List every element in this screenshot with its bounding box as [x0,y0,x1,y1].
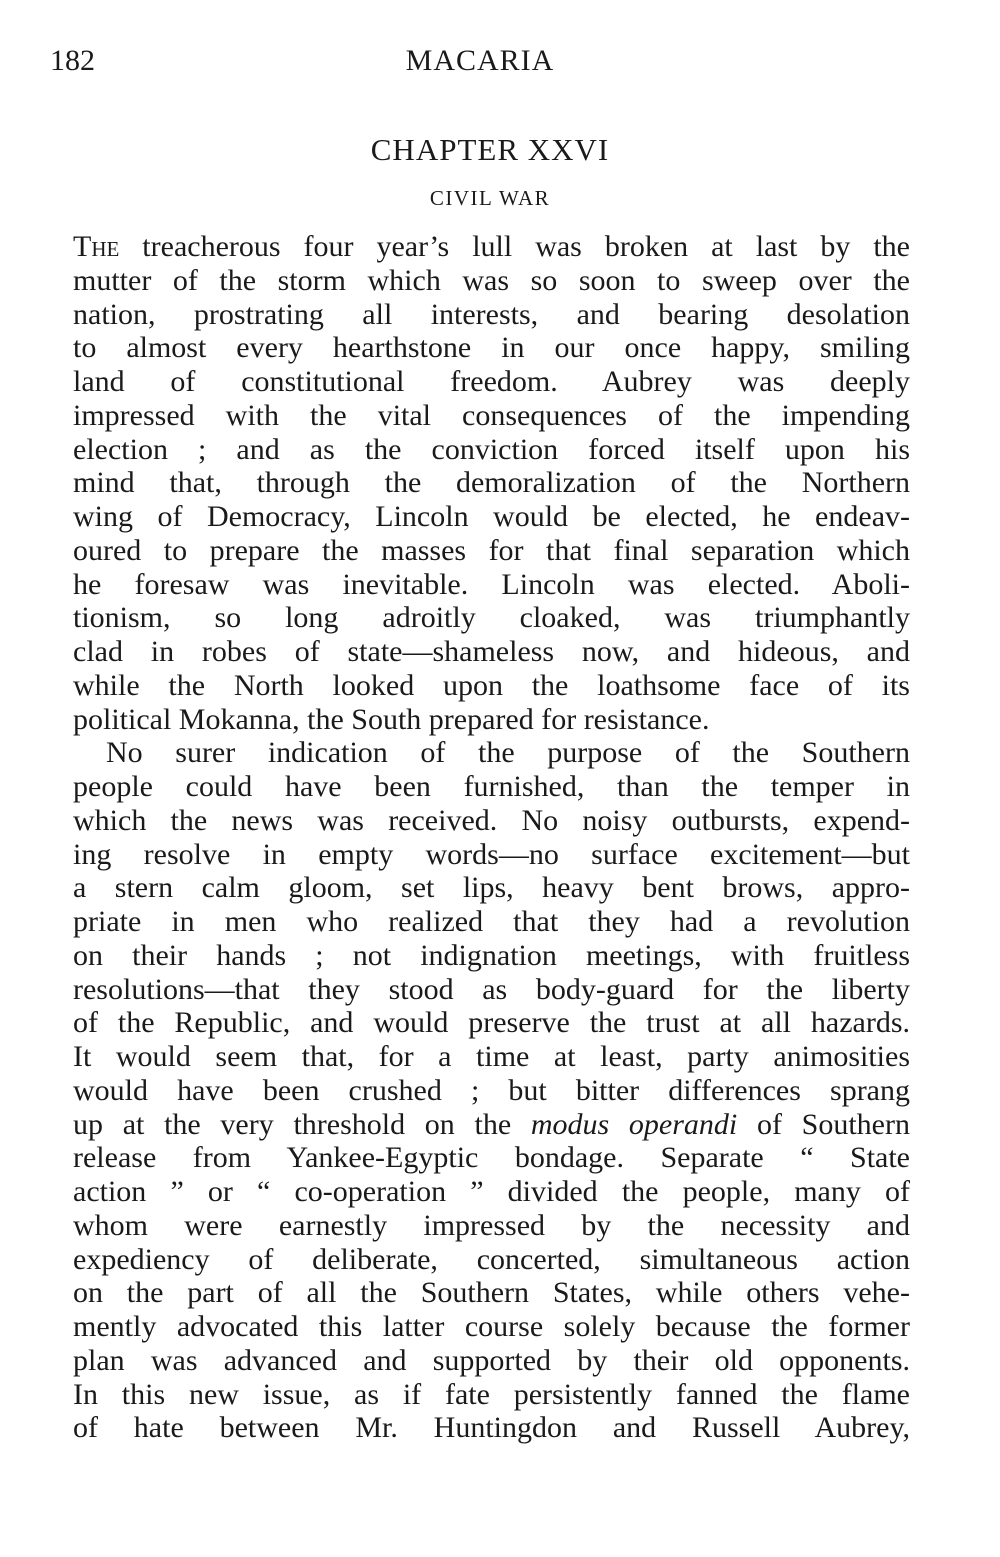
text-segment: resolutions—that they stood as body-guard for the liberty [73,972,910,1006]
text-line [73,973,910,1007]
text-segment: ing resolve in empty words—no surface excitement—but [73,837,910,871]
text-line [73,804,910,838]
text-segment: which the news was received. No noisy outbursts, expend- [73,803,910,837]
text-line [73,365,910,399]
text-segment: clad in robes of state—shameless now, and hideous, and [73,635,910,668]
text-line [73,1209,910,1243]
text-line [73,399,910,433]
text-line [73,736,910,770]
text-segment: people could have been furnished, than the temper in [73,770,910,803]
text-line [73,433,910,467]
text-line [73,331,910,365]
text-segment: of hate between Mr. Huntingdon and Russell Aubrey, [73,1411,910,1445]
page-number: 182 [50,44,95,77]
text-segment: treacherous four year’s lull was broken at last by the [119,230,910,263]
text-segment: priate in men who realized that they had a revolution [73,905,910,938]
text-line [73,1344,910,1378]
text-segment: No surer indication of the purpose of the Southern [106,736,910,770]
text-segment: It would seem that, for a time at least, party animosities [73,1040,910,1073]
text-segment: release from Yankee-Egyptic bondage. Separate “ State [73,1141,910,1175]
text-line [73,534,910,568]
text-segment: plan was advanced and supported by their old opponents. [73,1343,910,1377]
text-segment: impressed with the vital consequences of the impending [73,398,910,432]
text-line [73,1411,910,1445]
text-segment: oured to prepare the masses for that final separation which [73,533,910,567]
text-line [73,298,910,332]
text-segment: he foresaw was inevitable. Lincoln was elected. Aboli- [73,567,910,601]
text-line [73,1243,910,1277]
text-line [73,1378,910,1412]
text-segment: In this new issue, as if fate persistently fanned the flame [73,1377,910,1411]
running-head: MACARIA [405,44,555,77]
chapter-subtitle: CIVIL WAR [429,186,551,210]
text-line [73,1040,910,1074]
body-text [73,230,910,1445]
text-segment: tionism, so long adroitly cloaked, was triumphantly [73,601,910,635]
text-line [73,1310,910,1344]
text-segment: political Mokanna, the South prepared for resistance. [73,702,710,736]
text-segment: land of constitutional freedom. Aubrey was deeply [73,365,910,398]
text-line [73,1276,910,1310]
text-segment: nation, prostrating all interests, and bearing desolation [73,297,910,331]
text-segment: mently advocated this latter course solely because the former [73,1310,910,1343]
text-line [73,1175,910,1209]
text-line [73,1006,910,1040]
chapter-title: CHAPTER XXVI [370,132,610,167]
text-segment: mind that, through the demoralization of the Northern [73,466,910,500]
text-segment: expediency of deliberate, concerted, simultaneous action [73,1242,910,1276]
text-line [73,871,910,905]
text-line [73,1108,910,1142]
text-line [73,601,910,635]
text-line [73,466,910,500]
text-line [73,703,910,737]
text-segment: whom were earnestly impressed by the necessity and [73,1208,910,1242]
text-line [73,1074,910,1108]
text-line [73,1141,910,1175]
text-line [73,500,910,534]
text-line [73,230,910,264]
italic-phrase: modus operandi [530,1107,738,1141]
text-line [73,770,910,804]
text-segment: mutter of the storm which was so soon to sweep over the [73,263,910,297]
text-segment: would have been crushed ; but bitter differences sprang [73,1073,910,1107]
text-line [73,669,910,703]
text-line [73,939,910,973]
text-line [73,635,910,669]
text-segment: of the Republic, and would preserve the trust at all hazards. [73,1006,910,1040]
small-caps-word: The [73,230,120,263]
text-line [73,264,910,298]
text-segment: election ; and as the conviction forced itself upon his [73,432,910,466]
text-segment: up at the very threshold on the [73,1107,531,1141]
text-segment: on the part of all the Southern States, while others vehe- [73,1276,910,1310]
text-line [73,838,910,872]
text-segment: a stern calm gloom, set lips, heavy bent brows, appro- [73,871,910,905]
text-line [73,905,910,939]
text-segment: while the North looked upon the loathsome face of its [73,668,910,702]
text-segment: to almost every hearthstone in our once happy, smiling [73,331,910,365]
text-line [73,568,910,602]
text-segment: wing of Democracy, Lincoln would be elected, he endeav- [73,500,910,533]
text-segment: action ” or “ co-operation ” divided the people, many of [73,1175,910,1208]
text-segment: on their hands ; not indignation meetings, with fruitless [73,938,910,972]
text-segment: of Southern [737,1107,910,1141]
